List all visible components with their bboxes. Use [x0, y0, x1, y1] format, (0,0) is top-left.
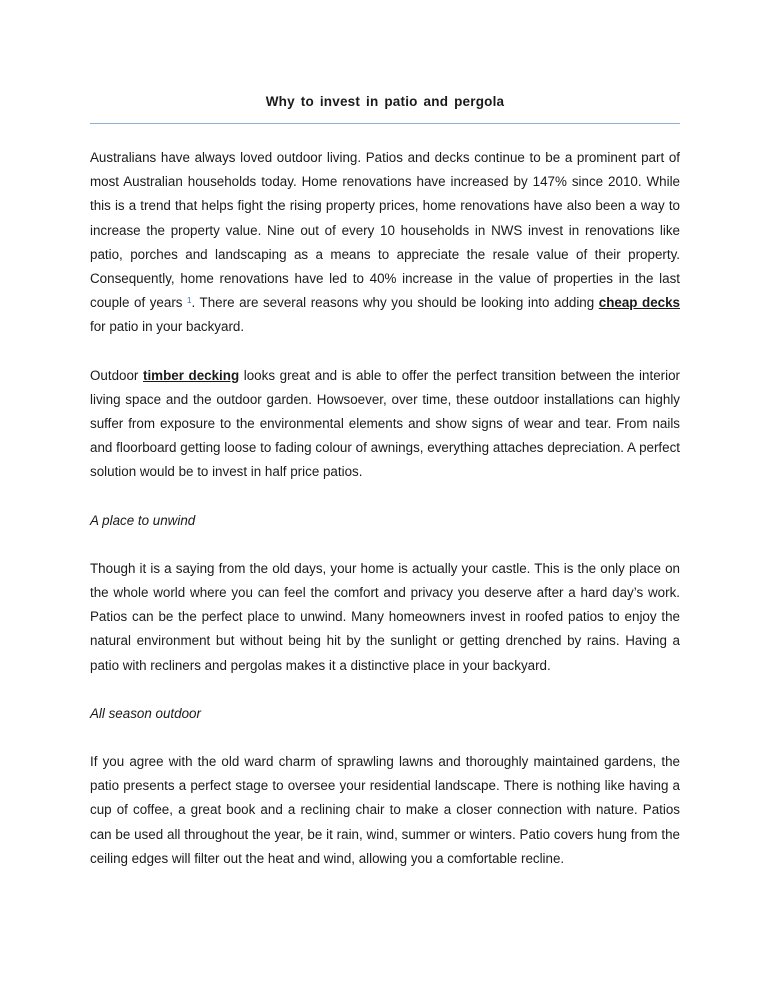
paragraph-text: . There are several reasons why you should be looking into adding [191, 295, 599, 311]
timber-decking-link[interactable]: timber decking [143, 367, 240, 383]
section-heading-all-season: All season outdoor [90, 705, 201, 721]
paragraph-text: looks great and is able to offer the perfect transition between the interior living space and the outdoor garden. Howsoever, over time, these outdoor installations can highly suffer from exposure to the environmental elements and show signs of wear and tear. From nails and floorboard getting loose to fading colour of awnings, everything attaches depreciation. A perfect solution would be to invest in half price patios. [90, 367, 680, 480]
paragraph-intro [90, 146, 680, 340]
title-divider [90, 123, 680, 124]
section-heading-unwind: A place to unwind [90, 512, 196, 528]
paragraph-timber [90, 364, 680, 485]
paragraph-text: Outdoor [90, 367, 143, 383]
page-title: Why to invest in patio and pergola [265, 94, 505, 109]
paragraph-all-season: If you agree with the old ward charm of sprawling lawns and thoroughly maintained gardens, the patio presents a perfect stage to oversee your residential landscape. There is nothing like having a cup of coffee, a great book and a reclining chair to make a closer connection with nature. Patios can be used all throughout the year, be it rain, wind, summer or winters. Patio covers hung from the ceiling edges will filter out the heat and wind, allowing you a comfortable recline. [90, 754, 680, 866]
cheap-decks-link[interactable]: cheap decks [598, 295, 680, 311]
footnote-marker[interactable]: 1 [187, 296, 192, 306]
paragraph-text: Australians have always loved outdoor living. Patios and decks continue to be a prominent part of most Australian households today. Home renovations have increased by 147% since 2010. While this is a trend that helps fight the rising property prices, home renovations have also been a way to increase the property value. Nine out of every 10 households in NWS invest in renovations like patio, porches and landscaping as a means to appreciate the resale value of their property. Consequently, home renovations have led to 40% increase in the value of properties in the last couple of years [90, 150, 680, 311]
paragraph-text: for patio in your backyard. [90, 319, 245, 335]
paragraph-unwind: Though it is a saying from the old days, your home is actually your castle. This is the only place on the whole world where you can feel the comfort and privacy you deserve after a hard day’s work. Patios can be the perfect place to unwind. Many homeowners invest in roofed patios to enjoy the natural environment but without being hit by the sunlight or getting drenched by rains. Having a patio with recliners and pergolas makes it a distinctive place in your backyard. [90, 560, 680, 673]
document-body [90, 146, 680, 871]
